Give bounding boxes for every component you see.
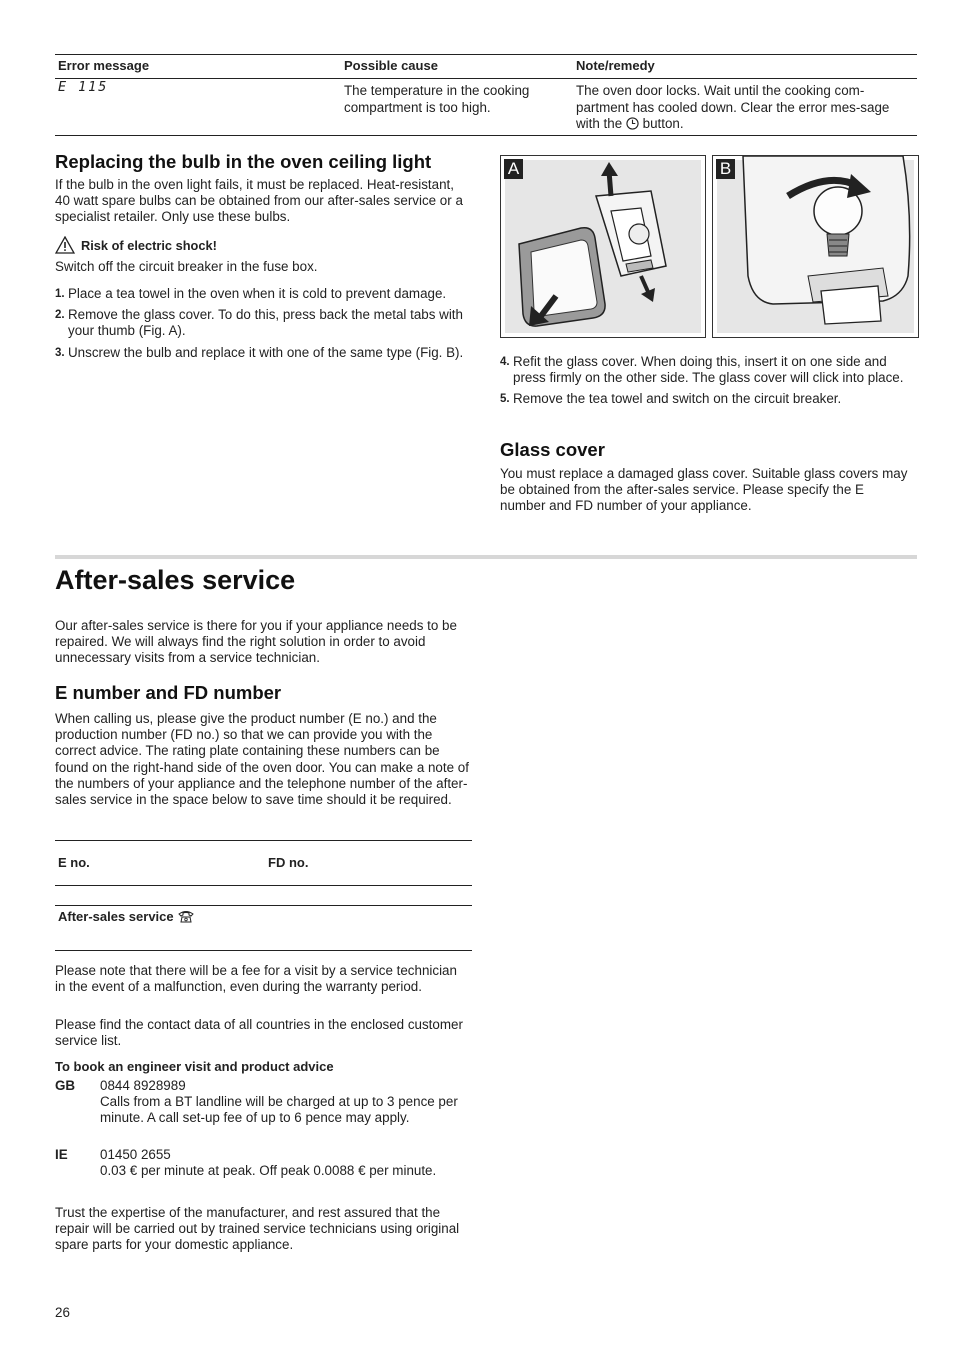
bulb-steps-left bbox=[55, 286, 465, 366]
country-code: IE bbox=[55, 1147, 68, 1162]
after-sales-title: After-sales service bbox=[55, 565, 296, 595]
warning-text: Switch off the circuit breaker in the fuse box. bbox=[55, 259, 318, 274]
step-text: Unscrew the bulb and replace it with one of the same type (Fig. B). bbox=[68, 344, 464, 360]
phone-entry-gb bbox=[55, 1078, 470, 1148]
form-rule bbox=[55, 905, 472, 906]
step-number: 2. bbox=[55, 309, 65, 322]
after-sales-intro: Our after-sales service is there for you if your appliance needs to be repaired. We will always find the right solution in order to avoid unnecessary visits from a service technician. bbox=[55, 618, 457, 666]
step-item bbox=[500, 391, 915, 407]
error-remedy bbox=[576, 83, 911, 133]
step-item bbox=[55, 345, 465, 361]
phone-note: 0.03 € per minute at peak. Off peak 0.0088 € per minute. bbox=[100, 1163, 437, 1178]
service-phone-field bbox=[58, 909, 194, 924]
bulb-steps-right bbox=[500, 354, 915, 413]
step-number: 4. bbox=[500, 356, 510, 368]
figure-b-label: B bbox=[716, 159, 735, 179]
remedy-text: The oven door locks. Wait until the cooking com-partment has cooled down. Clear the error mes-sage with the bbox=[576, 83, 890, 131]
e-no-label: E no. bbox=[58, 855, 90, 870]
service-label: After-sales service bbox=[58, 909, 174, 924]
error-cause: The temperature in the cooking compartment is too high. bbox=[344, 83, 530, 115]
step-number: 1. bbox=[55, 288, 65, 300]
step-text: Remove the glass cover. To do this, press back the metal tabs with your thumb (Fig. A). bbox=[68, 307, 463, 339]
form-rule bbox=[55, 840, 472, 841]
warning-title: Risk of electric shock! bbox=[81, 237, 217, 253]
figure-a bbox=[500, 155, 706, 338]
glass-cover-text: You must replace a damaged glass cover. Suitable glass covers may be obtained from the after-sales service. Please specify the E number and FD number of your appliance. bbox=[500, 466, 908, 514]
step-text: Refit the glass cover. When doing this, insert it on one side and press firmly on the other side. The glass cover will click into place. bbox=[513, 354, 904, 386]
figure-a-illustration bbox=[501, 156, 705, 337]
clock-icon bbox=[626, 117, 639, 130]
table-top-rule bbox=[55, 54, 917, 55]
col-header-error: Error message bbox=[58, 58, 150, 73]
step-text: Remove the tea towel and switch on the circuit breaker. bbox=[513, 391, 842, 407]
page-number: 26 bbox=[55, 1305, 70, 1320]
form-rule bbox=[55, 950, 472, 951]
country-code: GB bbox=[55, 1078, 76, 1093]
enumber-title: E number and FD number bbox=[55, 682, 282, 703]
phone-entry-ie bbox=[55, 1147, 470, 1197]
step-text: Place a tea towel in the oven when it is cold to prevent damage. bbox=[68, 286, 447, 301]
enumber-text: When calling us, please give the product number (E no.) and the production number (FD no.) so that we can provide you with the correct advice. The rating plate containing these numbers can be found on the right-hand side of the oven door. You can make a note of the numbers of your appliance and the telephone number of the after-sales service in the space below to save time should it be required. bbox=[55, 711, 469, 808]
booking-title: To book an engineer visit and product advice bbox=[55, 1059, 334, 1074]
fee-note: Please note that there will be a fee for a visit by a service technician in the event of a malfunction, even during the warranty period. bbox=[55, 963, 457, 995]
table-header-rule bbox=[55, 78, 917, 79]
col-header-cause: Possible cause bbox=[344, 58, 438, 73]
step-item bbox=[500, 354, 915, 386]
step-number: 5. bbox=[500, 393, 510, 406]
figure-a-label: A bbox=[504, 159, 523, 179]
remedy-text-end: button. bbox=[642, 116, 684, 131]
form-rule bbox=[55, 885, 472, 886]
figure-b-illustration bbox=[713, 156, 918, 337]
section-divider bbox=[55, 555, 917, 559]
col-header-remedy: Note/remedy bbox=[576, 58, 655, 73]
step-item bbox=[55, 307, 465, 339]
figure-b bbox=[712, 155, 919, 338]
phone-number: 0844 8928989 bbox=[100, 1078, 186, 1093]
phone-note: Calls from a BT landline will be charged at up to 3 pence per minute. A call set-up fee of up to 6 pence may apply. bbox=[100, 1094, 458, 1126]
contact-note: Please find the contact data of all countries in the enclosed customer service list. bbox=[55, 1017, 463, 1049]
warning-icon bbox=[55, 236, 75, 254]
table-bottom-rule bbox=[55, 135, 917, 136]
error-code: E 115 bbox=[58, 80, 109, 95]
trust-text: Trust the expertise of the manufacturer, and rest assured that the repair will be carried out by trained service technicians using original spare parts for your domestic appliance. bbox=[55, 1205, 460, 1253]
bulb-intro: If the bulb in the oven light fails, it must be replaced. Heat-resistant, 40 watt spare bulbs can be obtained from our after-sales service or a specialist retailer. Only use these bulbs. bbox=[55, 177, 463, 225]
fd-no-label: FD no. bbox=[268, 855, 309, 870]
glass-cover-title: Glass cover bbox=[500, 439, 605, 460]
phone-number: 01450 2655 bbox=[100, 1147, 171, 1162]
bulb-section-title: Replacing the bulb in the oven ceiling light bbox=[55, 151, 432, 172]
step-number: 3. bbox=[55, 346, 65, 359]
telephone-icon bbox=[178, 910, 194, 923]
step-item bbox=[55, 286, 465, 302]
warning-heading bbox=[55, 236, 217, 254]
